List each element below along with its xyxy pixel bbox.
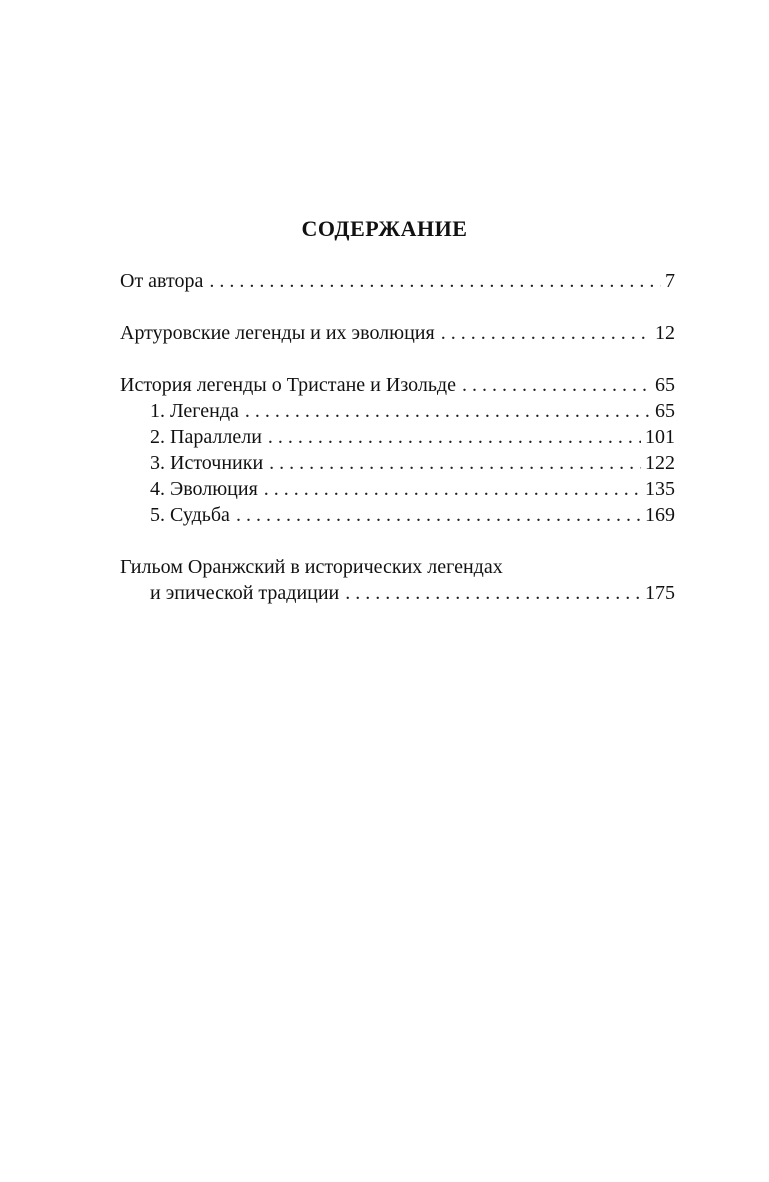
toc-entry-label: 3. Источники: [150, 452, 264, 474]
toc-entry-page: 135: [645, 478, 675, 500]
toc-leader-dots: [268, 424, 641, 450]
toc-entry-label: и эпической традиции: [150, 582, 340, 604]
toc-leader-dots: [441, 320, 651, 346]
toc-leader-dots: [245, 398, 651, 424]
toc-entry-label: 1. Легенда: [150, 400, 239, 422]
toc-entry-page: 65: [655, 400, 675, 422]
toc-subentry: [120, 450, 675, 476]
toc-entry-page: 7: [665, 270, 675, 292]
toc-entry-label: Артуровские легенды и их эволюция: [120, 322, 435, 344]
toc-leader-dots: [462, 372, 651, 398]
toc-entry-page: 101: [645, 426, 675, 448]
toc-entry-page: 175: [645, 582, 675, 604]
toc-leader-dots: [209, 268, 661, 294]
toc-entry-label-line1: Гильом Оранжский в исторических легендах: [120, 556, 503, 578]
toc-entry: [120, 320, 675, 346]
toc-leader-dots: [269, 450, 641, 476]
toc-entry: [120, 372, 675, 398]
toc-entry-page: 65: [655, 374, 675, 396]
toc-subentry: [120, 398, 675, 424]
toc-list: [120, 268, 675, 606]
toc-entry: [120, 268, 675, 294]
toc-entry-label: 5. Судьба: [150, 504, 230, 526]
toc-title: СОДЕРЖАНИЕ: [301, 216, 468, 241]
toc-entry-page: 169: [645, 504, 675, 526]
toc-entry-label: От автора: [120, 270, 204, 292]
toc-leader-dots: [345, 580, 641, 606]
toc-entry-page: 122: [645, 452, 675, 474]
toc-entry-page: 12: [655, 322, 675, 344]
toc-subentry: [120, 502, 675, 528]
toc-entry-label: 2. Параллели: [150, 426, 262, 448]
toc-leader-dots: [236, 502, 641, 528]
toc-leader-dots: [264, 476, 641, 502]
toc-entry-label: История легенды о Тристане и Изольде: [120, 374, 456, 396]
toc-entry-label: 4. Эволюция: [150, 478, 258, 500]
toc-entry: [120, 580, 675, 606]
toc-subentry: [120, 424, 675, 450]
toc-subentry: [120, 476, 675, 502]
